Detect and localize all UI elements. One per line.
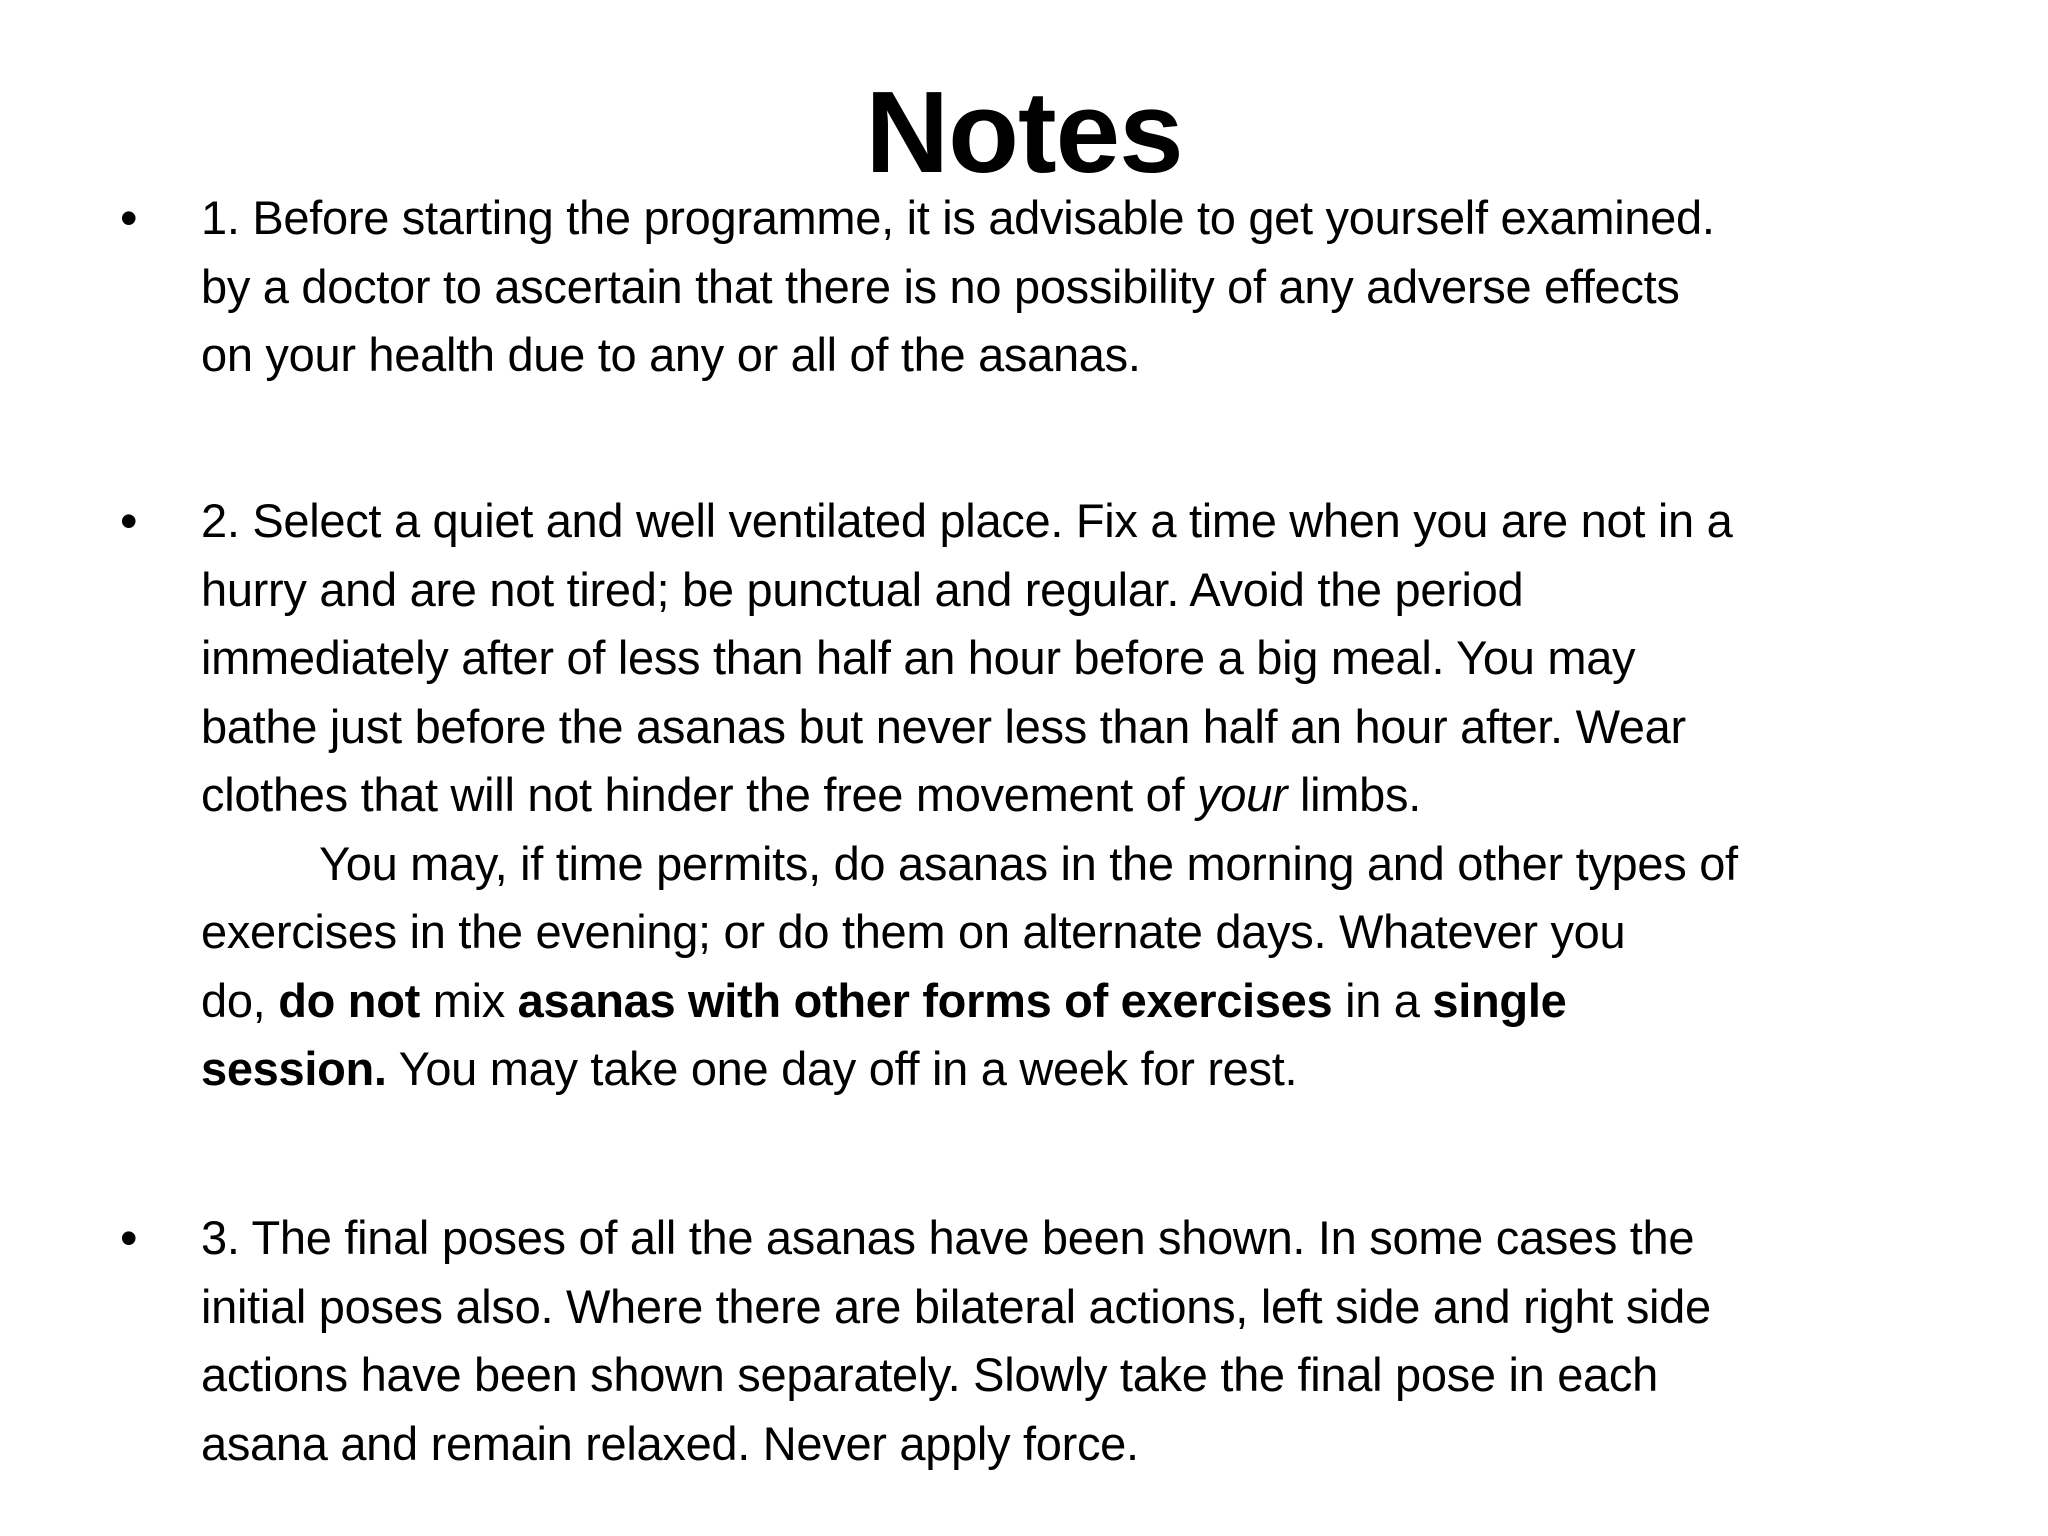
bold-text: single [1432,973,1567,1027]
note-3-text [201,1204,1991,1478]
text-run: do, [201,973,279,1027]
note-line [201,1035,1991,1104]
slide-title: Notes [865,67,1183,197]
note-line [201,761,1991,830]
bold-text: session. [201,1042,387,1095]
note-1-text [201,184,1991,390]
note-line: 2. Select a quiet and well ventilated place. Fix a time when you are not in a [201,494,1733,547]
note-line: hurry and are not tired; be punctual and regular. Avoid the period [201,562,1524,616]
note-line: initial poses also. Where there are bilateral actions, left side and right side [201,1279,1711,1333]
bold-text: do not [278,973,420,1027]
note-2-text [201,487,1991,1104]
note-line: immediately after of less than half an hour before a big meal. You may [201,631,1636,684]
note-line: on your health due to any or all of the asanas. [201,328,1141,381]
text-run: mix [419,973,518,1027]
note-line: asana and remain relaxed. Never apply force. [201,1416,1139,1470]
note-line: actions have been shown separately. Slowly take the final pose in each [201,1348,1658,1401]
text-run: clothes that will not hinder the free movement of [201,768,1198,821]
text-run: You may take one day off in a week for rest. [386,1042,1298,1095]
note-line-indented: You may, if time permits, do asanas in the morning and other types of [319,836,1738,890]
bullet-point: • [120,1210,138,1266]
note-line [201,967,1991,1036]
text-run: limbs. [1287,768,1421,821]
bullet-point: • [120,493,138,549]
bullet-point: • [120,190,138,246]
note-line: 3. The final poses of all the asanas have been shown. In some cases the [201,1211,1695,1264]
note-line: 1. Before starting the programme, it is advisable to get yourself examined. [201,191,1715,244]
italic-text: your [1197,768,1288,821]
note-line: by a doctor to ascertain that there is no possibility of any adverse effects [201,259,1680,313]
bold-text: asanas with other forms of exercises [517,973,1333,1027]
note-line: exercises in the evening; or do them on alternate days. Whatever you [201,905,1626,958]
text-run: in a [1332,973,1433,1027]
note-line: bathe just before the asanas but never less than half an hour after. Wear [201,699,1686,753]
